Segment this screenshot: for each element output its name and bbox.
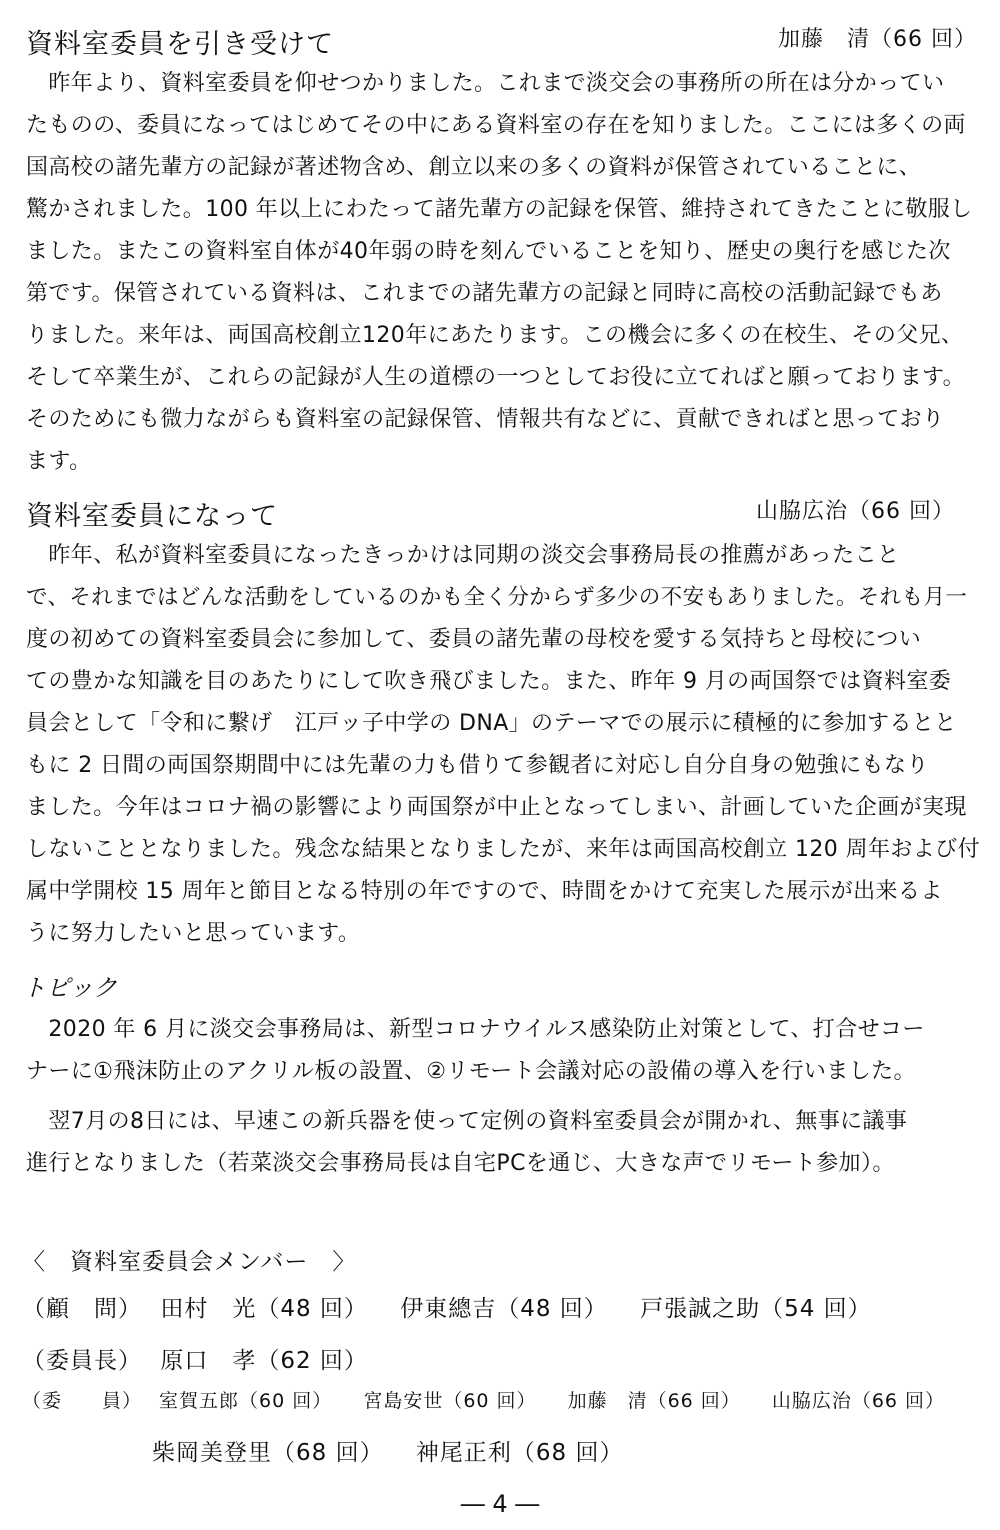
article2-line: で、それまではどんな活動をしているのかも全く分からず多少の不安もありました。それも月一 [26,585,968,610]
member-name: 加藤 清（66 回） [567,1390,741,1412]
member-name: 原口 孝（62 回） [160,1348,368,1374]
article2-line: もに 2 日間の両国祭期間中には先輩の力も借りて参観者に対応し自分自身の勉強にもなり [26,753,929,778]
article2-line: 員会として「令和に繋げ 江戸ッ子中学の DNA」のテーマでの展示に積極的に参加するとと [26,711,957,736]
article1-line: 第です。保管されている資料は、これまでの諸先輩方の記録と同時に高校の活動記録でもあ [26,281,943,306]
page-number: ― 4 ― [460,1490,540,1518]
article1-line: 驚かされました。100 年以上にわたって諸先輩方の記録を保管、維持されてきたことに敬服し [26,197,973,222]
members-advisors-label: （顧 問） [22,1296,142,1322]
member-name: 山脇広治（66 回） [771,1390,946,1412]
member-name: 田村 光（48 回） [160,1296,368,1322]
article2-line: しないこととなりました。残念な結果となりましたが、来年は両国高校創立 120 周年および付 [26,837,980,862]
article1-line: 国高校の諸先輩方の記録が著述物含め、創立以来の多くの資料が保管されていることに、 [26,155,922,180]
article2-line: 属中学開校 15 周年と節目となる特別の年ですので、時間をかけて充実した展示が出来るよ [26,879,943,904]
member-name: 伊東總吉（48 回） [400,1296,608,1322]
members-heading: 〈 資料室委員会メンバー 〉 [22,1249,357,1275]
article2-author: 山脇広治（66 回） [756,499,955,524]
article2-line: ました。今年はコロナ禍の影響により両国祭が中止となってしまい、計画していた企画が実現 [26,795,967,820]
topic-line: 2020 年 6 月に淡交会事務局は、新型コロナウイルス感染防止対策として、打合せコー [26,1017,925,1042]
topic-line: ナーに①飛沫防止のアクリル板の設置、②リモート会議対応の設備の導入を行いました。 [26,1059,916,1084]
article1-line: たものの、委員になってはじめてその中にある資料室の存在を知りました。ここには多くの両 [26,113,966,138]
article1-line: りました。来年は、両国高校創立120年にあたります。この機会に多くの在校生、その父兄、 [26,323,964,348]
members-committee-label: （委 員） [22,1390,143,1412]
members-chair-row [22,1342,392,1375]
article1-author: 加藤 清（66 回） [778,27,977,52]
article2-line: うに努力したいと思っています。 [26,921,361,946]
article1-line: そして卒業生が、これらの記録が人生の道標の一つとしてお役に立てればと願っております。 [26,365,966,390]
article1-line: ます。 [26,449,92,474]
article1-line: そのためにも微力ながらも資料室の記録保管、情報共有などに、貢献できればと思っており [26,407,945,432]
member-name: 柴岡美登里（68 回） [152,1440,384,1466]
topic-line: 翌7月の8日には、早速この新兵器を使って定例の資料室委員会が開かれ、無事に議事 [26,1109,908,1134]
members-advisors-row [22,1290,896,1323]
member-name: 戸張誠之助（54 回） [640,1296,872,1322]
article2-title: 資料室委員になって [26,501,278,532]
article1-line: ました。またこの資料室自体が40年弱の時を刻んでいることを知り、歴史の奥行を感じた次 [26,239,951,264]
topic-title: トピック [22,974,118,1002]
topic-line: 進行となりました（若菜淡交会事務局長は自宅PCを通じ、大きな声でリモート参加）。 [26,1151,895,1176]
members-committee-row-cont [152,1434,647,1467]
members-committee-row [22,1386,969,1413]
member-name: 室賀五郎（60 回） [159,1390,333,1412]
article2-line: 昨年、私が資料室委員になったきっかけは同期の淡交会事務局長の推薦があったこと [26,543,900,568]
member-name: 神尾正利（68 回） [415,1440,624,1466]
article1-title: 資料室委員を引き受けて [26,29,334,60]
members-chair-label: （委員長） [22,1348,142,1374]
article2-line: ての豊かな知識を目のあたりにして吹き飛びました。また、昨年 9 月の両国祭では資料室委 [26,669,952,694]
member-name: 宮島安世（60 回） [363,1390,537,1412]
article1-line: 昨年より、資料室委員を仰せつかりました。これまで淡交会の事務所の所在は分かってい [26,71,945,96]
article2-line: 度の初めての資料室委員会に参加して、委員の諸先輩の母校を愛する気持ちと母校につい [26,627,922,652]
